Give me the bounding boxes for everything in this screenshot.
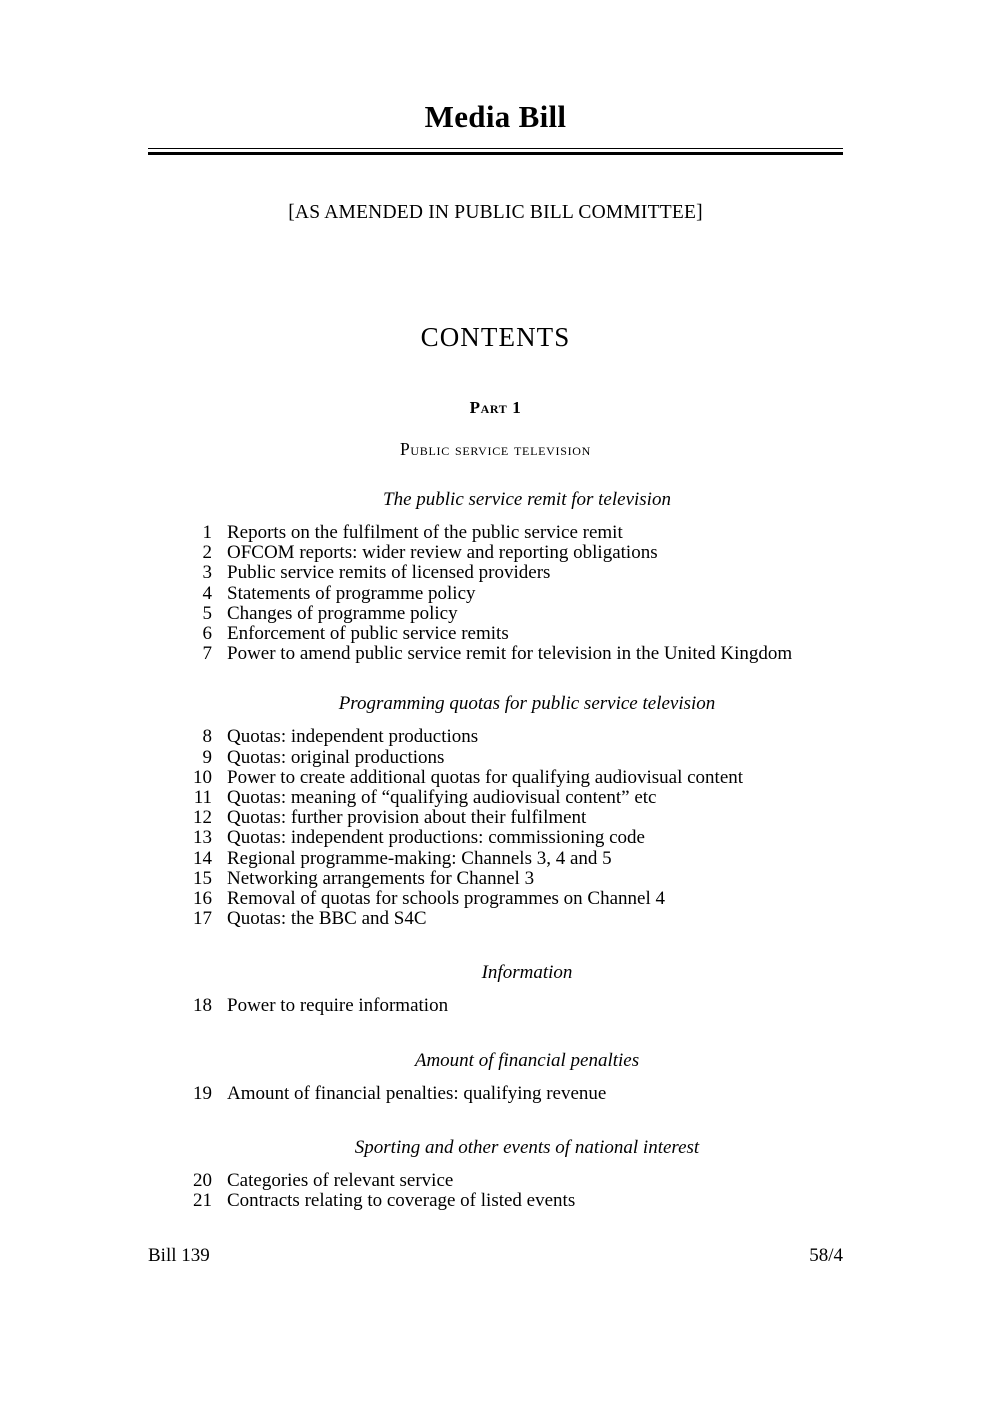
toc-entry[interactable] [185, 1171, 845, 1191]
toc-entry-label: Amount of financial penalties: qualifying revenue [227, 1082, 607, 1104]
toc-group-heading: The public service remit for television [383, 489, 671, 510]
toc-entry-number: 3 [202, 562, 212, 584]
toc-entry[interactable] [185, 523, 845, 543]
toc-entry[interactable] [185, 727, 845, 747]
toc-entry-number: 16 [193, 888, 212, 910]
toc-entry-label: Changes of programme policy [227, 602, 458, 624]
toc-entry-number: 18 [193, 995, 212, 1017]
toc-entry-label: Quotas: independent productions [227, 726, 479, 748]
toc-entry-number: 12 [193, 807, 212, 829]
toc-entry[interactable] [185, 604, 845, 624]
title-block [148, 100, 843, 155]
toc-entry-label: Categories of relevant service [227, 1169, 454, 1191]
toc-entry[interactable] [185, 1191, 845, 1211]
toc-entry-number: 10 [193, 766, 212, 788]
table-of-contents [185, 490, 845, 1211]
toc-entry-number: 9 [202, 746, 212, 768]
toc-entry-label: Quotas: independent productions: commissioning code [227, 827, 645, 849]
toc-entry-label: Reports on the fulfilment of the public service remit [227, 522, 623, 543]
toc-entry-number: 19 [193, 1082, 212, 1104]
toc-entry[interactable] [185, 563, 845, 583]
toc-entry[interactable] [185, 849, 845, 869]
toc-entry-label: Power to amend public service remit for television in the United Kingdom [227, 643, 793, 665]
toc-entry-label: Statements of programme policy [227, 582, 476, 604]
toc-entry-label: Quotas: the BBC and S4C [227, 908, 427, 930]
toc-entry-label: Quotas: original productions [227, 746, 445, 768]
toc-entry-label: Contracts relating to coverage of listed events [227, 1190, 576, 1212]
toc-entry[interactable] [185, 808, 845, 828]
toc-entry[interactable] [185, 1084, 845, 1104]
toc-entry-number: 7 [202, 643, 212, 665]
toc-group [185, 1138, 845, 1211]
footer-page-reference: 58/4 [809, 1245, 843, 1266]
toc-entry[interactable] [185, 828, 845, 848]
toc-group-heading: Programming quotas for public service television [338, 693, 716, 715]
toc-entry-number: 15 [193, 867, 212, 889]
toc-group [185, 490, 845, 664]
toc-entry[interactable] [185, 996, 845, 1016]
toc-entry-number: 6 [202, 623, 212, 645]
toc-entry-number: 13 [193, 827, 212, 849]
toc-entry-label: Networking arrangements for Channel 3 [227, 867, 535, 889]
toc-entry[interactable] [185, 889, 845, 909]
title-rule-thick [148, 152, 843, 155]
toc-entry[interactable] [185, 624, 845, 644]
toc-entry-label: Power to create additional quotas for qualifying audiovisual content [227, 766, 744, 788]
toc-entry-label: Power to require information [227, 995, 449, 1017]
page-title: Media Bill [424, 99, 567, 134]
toc-entry[interactable] [185, 584, 845, 604]
toc-entry-number: 11 [193, 787, 212, 809]
toc-entry[interactable] [185, 768, 845, 788]
toc-entry-number: 21 [193, 1190, 212, 1212]
toc-entry[interactable] [185, 909, 845, 929]
toc-entry-number: 4 [202, 582, 212, 604]
toc-entry-number: 1 [202, 522, 212, 543]
toc-entry-number: 2 [202, 542, 212, 564]
toc-entry-number: 20 [193, 1169, 212, 1191]
contents-heading: CONTENTS [420, 322, 571, 352]
toc-entry-label: Removal of quotas for schools programmes on Channel 4 [227, 888, 665, 910]
title-rule [148, 148, 843, 155]
toc-entry-label: OFCOM reports: wider review and reporting obligations [227, 542, 658, 564]
toc-entry-number: 14 [193, 847, 212, 869]
toc-entry-label: Regional programme-making: Channels 3, 4 and 5 [227, 847, 612, 869]
toc-entry-label: Quotas: further provision about their fulfilment [227, 807, 587, 829]
toc-entry-label: Quotas: meaning of “qualifying audiovisual content” etc [227, 787, 657, 809]
toc-entry[interactable] [185, 788, 845, 808]
toc-entry[interactable] [185, 644, 845, 664]
toc-entry-label: Public service remits of licensed providers [227, 562, 551, 584]
toc-group-heading: Sporting and other events of national interest [354, 1136, 700, 1158]
toc-group [185, 694, 845, 929]
toc-entry-number: 17 [193, 908, 212, 930]
toc-group [185, 963, 845, 1016]
toc-entry-number: 5 [202, 602, 212, 624]
toc-entry[interactable] [185, 748, 845, 768]
toc-group [185, 1051, 845, 1104]
page-footer [148, 1245, 843, 1267]
toc-entry[interactable] [185, 869, 845, 889]
toc-entry-number: 8 [202, 726, 212, 748]
toc-group-heading: Amount of financial penalties [414, 1049, 640, 1071]
amendment-note: [AS AMENDED IN PUBLIC BILL COMMITTEE] [288, 202, 703, 223]
part-subject-heading: Public service television [399, 439, 591, 459]
footer-bill-number: Bill 139 [148, 1245, 210, 1266]
toc-entry-label: Enforcement of public service remits [227, 623, 509, 645]
toc-group-heading: Information [481, 962, 573, 984]
part-heading: Part 1 [469, 398, 522, 417]
toc-entry[interactable] [185, 543, 845, 563]
